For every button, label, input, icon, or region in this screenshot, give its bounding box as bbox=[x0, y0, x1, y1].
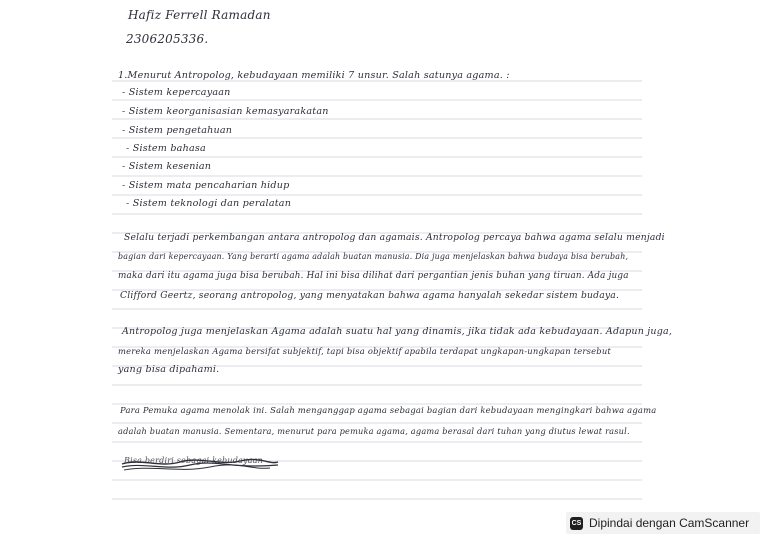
element-item: - Sistem mata pencaharian hidup bbox=[122, 180, 290, 191]
paragraph-line: Clifford Geertz, seorang antropolog, yang menyatakan bahwa agama hanyalah sekedar sistem budaya. bbox=[120, 290, 620, 301]
element-item: - Sistem kesenian bbox=[122, 161, 212, 172]
question-intro: 1.Menurut Antropolog, kebudayaan memiliki 7 unsur. Salah satunya agama. : bbox=[118, 70, 510, 81]
author-name: Hafiz Ferrell Ramadan bbox=[128, 8, 271, 22]
element-item: - Sistem teknologi dan peralatan bbox=[126, 198, 292, 209]
paragraph-line: Selalu terjadi perkembangan antara antropolog dan agamais. Antropolog percaya bahwa agama selalu menjadi bbox=[124, 232, 665, 243]
paragraph-line: yang bisa dipahami. bbox=[118, 364, 220, 375]
element-item: - Sistem keorganisasian kemasyarakatan bbox=[122, 106, 329, 117]
paragraph-line: Antropolog juga menjelaskan Agama adalah suatu hal yang dinamis, jika tidak ada kebudayaan. Adapun juga, bbox=[122, 326, 673, 337]
element-item: - Sistem bahasa bbox=[126, 143, 206, 154]
element-item: - Sistem pengetahuan bbox=[122, 125, 233, 136]
struck-out-text: Bisa berdiri sebagai kebudayaan bbox=[124, 456, 264, 465]
paragraph-line: bagian dari kepercayaan. Yang berarti agama adalah buatan manusia. Dia juga menjelaskan bahwa budaya bisa berubah, bbox=[118, 252, 629, 261]
element-item: - Sistem kepercayaan bbox=[122, 87, 231, 98]
camscanner-label: Dipindai dengan CamScanner bbox=[589, 516, 750, 530]
camscanner-logo-icon: CS bbox=[570, 517, 583, 530]
student-id: 2306205336. bbox=[126, 32, 209, 46]
paragraph-line: adalah buatan manusia. Sementara, menurut para pemuka agama, agama berasal dari tuhan yang diutus lewat rasul. bbox=[118, 426, 630, 436]
paragraph-line: maka dari itu agama juga bisa berubah. Hal ini bisa dilihat dari pergantian jenis buhan yang tiruan. Ada juga bbox=[118, 271, 629, 281]
camscanner-watermark bbox=[566, 512, 760, 534]
paragraph-line: mereka menjelaskan Agama bersifat subjektif, tapi bisa objektif apabila terdapat ungkapan-ungkapan tersebut bbox=[118, 346, 611, 356]
paragraph-line: Para Pemuka agama menolak ini. Salah menganggap agama sebagai bagian dari kebudayaan mengingkari bahwa agama bbox=[120, 405, 657, 415]
scribble-strikethrough bbox=[120, 452, 280, 478]
